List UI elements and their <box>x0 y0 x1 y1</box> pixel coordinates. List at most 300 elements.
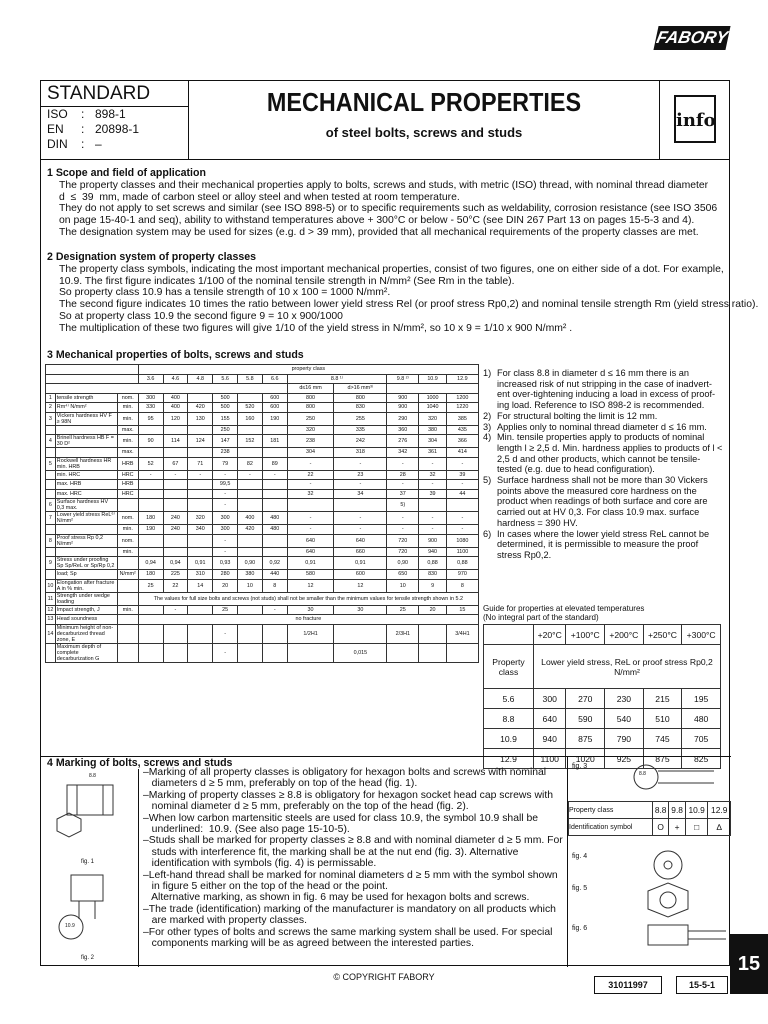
row-name: Proof stress Rp 0,2 N/mm² <box>55 534 117 547</box>
table-cell <box>188 547 213 557</box>
table-cell: - <box>334 512 387 525</box>
elevated-temperature-table <box>483 624 721 769</box>
table-cell: 650 <box>387 570 419 580</box>
table-cell: 414 <box>446 448 478 458</box>
fig-3-label: fig. 3 <box>572 763 588 770</box>
table-cell <box>188 480 213 490</box>
guide-cell: 925 <box>605 749 644 769</box>
guide-title: Guide for properties at elevated temperatures (No integral part of the standard) <box>483 604 645 622</box>
table-cell: 400 <box>163 393 188 403</box>
table-cell: 1200 <box>446 393 478 403</box>
footnote <box>483 411 723 422</box>
table-cell: - <box>213 643 238 662</box>
table-cell: 114 <box>163 435 188 448</box>
standard-box <box>41 81 189 159</box>
table-cell: - <box>163 470 188 480</box>
table-cell: - <box>287 512 334 525</box>
text-line: components marking will be as agreed between the interested parties. <box>143 938 474 950</box>
page-number: 15-5-1 <box>676 976 728 994</box>
table-cell <box>238 605 263 615</box>
table-cell: - <box>334 525 387 535</box>
row-number: 3 <box>46 412 56 425</box>
table-cell: 500 <box>213 403 238 413</box>
table-cell: 0,94 <box>163 557 188 570</box>
guide-temp: +300°C <box>682 625 721 645</box>
footnote-number: 3) <box>483 421 492 432</box>
row-number: 9 <box>46 557 56 570</box>
table-cell: 25 <box>213 605 238 615</box>
table-cell: 320 <box>419 412 447 425</box>
table-cell: 400 <box>163 403 188 413</box>
class-header: 9.8 ²⁾ <box>387 374 419 384</box>
table-cell: - <box>387 480 419 490</box>
table-row <box>46 605 479 615</box>
table-cell: 520 <box>238 403 263 413</box>
ident-cell: □ <box>685 819 708 836</box>
guide-row <box>484 729 721 749</box>
section-4-heading: 4 Marking of bolts, screws and studs <box>47 757 233 769</box>
table-cell: 900 <box>387 403 419 413</box>
guide-head: Lower yield stress, ReL or proof stress Rp0,2 N/mm² <box>533 645 720 689</box>
table-cell <box>163 480 188 490</box>
table-cell: - <box>419 525 447 535</box>
table-cell: 0,90 <box>238 557 263 570</box>
guide-cell: 875 <box>566 729 605 749</box>
table-cell: 20 <box>213 579 238 592</box>
table-cell: 250 <box>287 412 334 425</box>
table-cell: 181 <box>262 435 287 448</box>
table-cell: - <box>419 480 447 490</box>
copyright: © COPYRIGHT FABORY <box>333 972 435 982</box>
table-cell: 330 <box>138 403 163 413</box>
guide-cell: 1100 <box>533 749 565 769</box>
table-cell: 900 <box>387 393 419 403</box>
row-number <box>46 643 56 662</box>
table-cell: 335 <box>334 425 387 435</box>
table-cell: 280 <box>213 570 238 580</box>
standard-ref-key: ISO <box>47 107 68 121</box>
fig-1-label: fig. 1 <box>81 859 95 865</box>
row-name: Impact strength, J <box>55 605 117 615</box>
table-cell <box>163 499 188 512</box>
guide-cell: 8.8 <box>484 709 534 729</box>
table-cell: 22 <box>287 470 334 480</box>
footnotes <box>483 368 723 561</box>
guide-cell: 195 <box>682 689 721 709</box>
table-cell: 435 <box>446 425 478 435</box>
table-cell <box>138 425 163 435</box>
section-4-text <box>143 767 563 950</box>
table-cell: 276 <box>387 435 419 448</box>
table-cell <box>238 480 263 490</box>
table-cell: - <box>446 512 478 525</box>
row-name: Maximum depth of complete decarburization G <box>55 643 117 662</box>
table-cell: 99,5 <box>213 480 238 490</box>
table-cell: - <box>213 499 238 512</box>
row-number: 2 <box>46 403 56 413</box>
table-cell <box>188 425 213 435</box>
class-header: 5.6 <box>213 374 238 384</box>
row-unit <box>117 579 138 592</box>
table-cell <box>238 393 263 403</box>
table-cell: 318 <box>334 448 387 458</box>
row-number <box>46 547 56 557</box>
text-line: 10.9. The first figure indicates 1/100 of the nominal tensile strength in N/mm² (See Rm in the table). <box>59 275 515 287</box>
table-cell: - <box>419 512 447 525</box>
table-cell: 310 <box>188 570 213 580</box>
guide-cell: 270 <box>566 689 605 709</box>
table-cell: 3/4H1 <box>446 624 478 643</box>
table-cell: 15 <box>446 605 478 615</box>
info-icon: info <box>674 95 716 143</box>
table-row <box>46 448 479 458</box>
standard-ref-value: – <box>95 137 102 151</box>
row-span-value: no fracture <box>138 615 478 625</box>
row-unit: nom. <box>117 512 138 525</box>
text-line: The second figure indicates 10 times the ratio between lower yield stress Rel (or proof stress Rp0,2) and nominal tensile strength Rm (yield stress ratio). <box>59 299 759 311</box>
table-cell <box>138 547 163 557</box>
standard-ref-colon: : <box>81 137 85 151</box>
table-cell: 89 <box>262 457 287 470</box>
table-cell <box>188 499 213 512</box>
class-header: 4.6 <box>163 374 188 384</box>
ident-cell: + <box>669 819 685 836</box>
standard-ref <box>41 107 188 122</box>
table-cell: 0,94 <box>138 557 163 570</box>
table-cell <box>188 534 213 547</box>
text-line: The designation system may be used for sizes (e.g. d > 39 mm), provided that all mechanical requirements of the property classes are met. <box>59 226 699 238</box>
table-cell: 420 <box>238 525 263 535</box>
table-row <box>46 570 479 580</box>
fig-2-label: fig. 2 <box>81 955 95 961</box>
table-cell: 22 <box>163 579 188 592</box>
table-cell: 147 <box>213 435 238 448</box>
row-number: 13 <box>47 616 54 623</box>
footnote <box>483 432 723 475</box>
standard-ref-value: 898-1 <box>95 107 126 121</box>
table-cell: 5) <box>387 499 419 512</box>
guide-temp: +250°C <box>643 625 682 645</box>
class-header: 6.6 <box>262 374 287 384</box>
table-cell <box>262 547 287 557</box>
table-cell <box>334 624 387 643</box>
identification-table <box>568 801 731 836</box>
row-unit: HRB <box>117 480 138 490</box>
table-cell: 82 <box>238 457 263 470</box>
standard-title: STANDARD <box>41 81 188 107</box>
guide-cell: 640 <box>533 709 565 729</box>
table-row <box>46 512 479 525</box>
table-cell <box>138 499 163 512</box>
guide-cell: 875 <box>643 749 682 769</box>
table-header-row <box>46 384 479 394</box>
table-cell: - <box>334 457 387 470</box>
row-unit: min. <box>117 547 138 557</box>
guide-header-row <box>484 645 721 689</box>
table-cell: - <box>138 470 163 480</box>
table-cell: 8 <box>446 579 478 592</box>
table-cell <box>238 489 263 499</box>
table-cell: - <box>213 470 238 480</box>
guide-cell: 825 <box>682 749 721 769</box>
text-line: in figure 5 either on the top of the head or the point. <box>143 881 388 893</box>
row-number <box>46 448 56 458</box>
sub-header: d>16 mm³⁾ <box>334 384 387 394</box>
row-name: Surface hardness HV 0,3 max. <box>55 499 117 512</box>
table-cell: 940 <box>419 547 447 557</box>
header-blank <box>46 365 139 375</box>
table-cell: 0,015 <box>334 643 387 662</box>
text-line: –For other types of bolts and screws the same marking system shall be used. For special <box>143 926 553 938</box>
table-cell <box>334 499 387 512</box>
table-cell <box>163 448 188 458</box>
header-blank <box>387 384 479 394</box>
table-cell <box>419 624 447 643</box>
class-header: 12.9 <box>446 374 478 384</box>
section-1-heading: 1 Scope and field of application <box>47 167 206 179</box>
table-cell <box>419 499 447 512</box>
row-unit <box>117 624 138 643</box>
row-unit: min. <box>117 525 138 535</box>
table-cell: - <box>213 534 238 547</box>
table-cell: 0,93 <box>213 557 238 570</box>
table-cell: 970 <box>446 570 478 580</box>
guide-temp: +200°C <box>605 625 644 645</box>
table-cell <box>163 489 188 499</box>
header-property-class: property class <box>138 365 478 375</box>
class-header: 4.8 <box>188 374 213 384</box>
row-name: Rockwell hardness HR min. HRB <box>55 457 117 470</box>
row-span-value: The values for full size bolts and screws (not studs) shall not be smaller than the minimum values for tensile strength shown in 5.2 <box>138 592 478 605</box>
table-cell: 0,92 <box>262 557 287 570</box>
table-cell <box>446 499 478 512</box>
standard-ref-key: EN <box>47 122 64 136</box>
table-cell: 0,88 <box>446 557 478 570</box>
footnote-number: 5) <box>483 475 492 486</box>
table-cell: 1040 <box>419 403 447 413</box>
row-unit <box>117 592 138 605</box>
table-cell: 385 <box>446 412 478 425</box>
table-cell: 0,91 <box>287 557 334 570</box>
table-cell: 304 <box>419 435 447 448</box>
guide-cell: 5.6 <box>484 689 534 709</box>
footnote <box>483 368 723 411</box>
table-cell <box>188 393 213 403</box>
row-number: 5 <box>46 457 56 470</box>
table-cell <box>238 624 263 643</box>
guide-row <box>484 709 721 729</box>
row-name: load; Sp <box>55 570 117 580</box>
row-number: 4 <box>46 435 56 448</box>
row-unit: HRC <box>117 489 138 499</box>
row-number: 10 <box>46 579 56 592</box>
table-cell: 240 <box>163 512 188 525</box>
table-cell: 800 <box>287 393 334 403</box>
standard-ref-value: 20898-1 <box>95 122 140 136</box>
table-row <box>46 489 479 499</box>
guide-cell: 12.9 <box>484 749 534 769</box>
table-cell <box>262 425 287 435</box>
row-unit <box>117 615 138 625</box>
table-cell: 34 <box>334 489 387 499</box>
row-name: Stress under proofing Sp Sp/ReL or Sp/Rp 0,2 <box>55 557 117 570</box>
section-4 <box>41 756 731 966</box>
guide-cell: 300 <box>533 689 565 709</box>
table-cell: 420 <box>188 403 213 413</box>
table-cell: - <box>419 457 447 470</box>
table-cell: 380 <box>238 570 263 580</box>
table-cell: 14 <box>188 579 213 592</box>
table-cell: 71 <box>188 457 213 470</box>
table-cell: - <box>446 480 478 490</box>
table-cell: 20 <box>419 605 447 615</box>
table-cell <box>138 489 163 499</box>
guide-cell: 540 <box>605 709 644 729</box>
header-blank <box>46 374 139 384</box>
table-cell: 800 <box>334 393 387 403</box>
guide-cell: 590 <box>566 709 605 729</box>
table-cell <box>163 643 188 662</box>
table-cell: 52 <box>138 457 163 470</box>
table-cell: 10 <box>238 579 263 592</box>
fig-6-label: fig. 6 <box>572 925 588 932</box>
ident-cell: 9.8 <box>669 802 685 819</box>
footnote-text: Min. tensile properties apply to products of nominal length l ≥ 2,5 d. Min. hardness applies to products of l < 2,5 d and other products, which cannot be tensile-tested (e.g. due to head configuration). <box>497 432 723 475</box>
guide-cell: 940 <box>533 729 565 749</box>
guide-cell: 230 <box>605 689 644 709</box>
class-header: 5.8 <box>238 374 263 384</box>
guide-col-label: Property class <box>484 645 534 689</box>
table-cell: 660 <box>334 547 387 557</box>
table-cell: 0,91 <box>188 557 213 570</box>
row-unit <box>117 499 138 512</box>
table-cell: 1100 <box>446 547 478 557</box>
table-cell: 25 <box>387 605 419 615</box>
table-row <box>46 557 479 570</box>
table-cell: 160 <box>238 412 263 425</box>
section-3 <box>47 350 477 362</box>
guide-cell: 1020 <box>566 749 605 769</box>
table-row <box>46 393 479 403</box>
row-unit: min. <box>117 403 138 413</box>
table-cell: - <box>213 489 238 499</box>
table-cell <box>419 643 447 662</box>
table-row <box>46 534 479 547</box>
table-cell: 800 <box>287 403 334 413</box>
table-row <box>46 435 479 448</box>
table-cell: - <box>188 470 213 480</box>
row-unit: N/mm² <box>117 570 138 580</box>
text-line: –Marking of all property classes is obligatory for hexagon bolts and screws with nominal <box>143 767 547 778</box>
table-row <box>46 592 479 605</box>
table-cell: 640 <box>287 547 334 557</box>
table-row <box>46 403 479 413</box>
table-row <box>46 615 479 625</box>
table-row <box>46 643 479 662</box>
row-name: Vickers hardness HV F ≥ 98N <box>55 412 117 425</box>
table-cell: 600 <box>262 403 287 413</box>
row-unit: min. <box>117 412 138 425</box>
table-cell: 44 <box>446 489 478 499</box>
section-2-heading: 2 Designation system of property classes <box>47 251 257 263</box>
table-cell <box>262 480 287 490</box>
table-cell: 67 <box>163 457 188 470</box>
guide-cell: 790 <box>605 729 644 749</box>
header <box>40 80 730 160</box>
text-line: diameters d ≥ 5 mm, preferably on top of the head (fig. 1). <box>143 778 418 790</box>
table-cell: 300 <box>138 393 163 403</box>
table-cell: 1220 <box>446 403 478 413</box>
standard-ref-colon: : <box>81 122 85 136</box>
table-cell: 320 <box>287 425 334 435</box>
text-line: The property class symbols, indicating the most important mechanical properties, consist of two figures, one on either side of a dot. For example, <box>59 263 724 275</box>
figures-left: 8.8 10.9 fig. 1 fig. 2 <box>41 769 139 967</box>
table-cell: 830 <box>334 403 387 413</box>
table-cell <box>138 643 163 662</box>
table-cell <box>262 489 287 499</box>
guide-cell: 745 <box>643 729 682 749</box>
fig-4-6-drawing <box>608 843 728 963</box>
table-cell <box>287 643 334 662</box>
info-box <box>659 81 729 159</box>
ident-cell: 12.9 <box>708 802 731 819</box>
footnote <box>483 422 723 433</box>
table-cell: 32 <box>287 489 334 499</box>
row-name <box>55 448 117 458</box>
table-row <box>46 425 479 435</box>
sub-header: d≤16 mm <box>287 384 334 394</box>
text-line: The multiplication of these two figures will give 1/10 of the yield stress in N/mm², so 10 x 9 = 1/10 x 900 N/mm² . <box>59 322 573 334</box>
header-blank <box>46 384 288 394</box>
table-cell: 95 <box>138 412 163 425</box>
row-unit: max. <box>117 448 138 458</box>
table-cell <box>138 534 163 547</box>
text-line: nominal diameter d ≥ 5 mm, preferably on the top of the head (fig. 2). <box>143 801 469 813</box>
table-cell: - <box>262 470 287 480</box>
row-unit: HRB <box>117 457 138 470</box>
standard-ref-key: DIN <box>47 137 68 151</box>
table-cell: 1/2H1 <box>287 624 334 643</box>
table-cell: 366 <box>446 435 478 448</box>
ident-cell: 10.9 <box>685 802 708 819</box>
table-cell: 342 <box>387 448 419 458</box>
table-cell <box>188 605 213 615</box>
table-cell: - <box>446 457 478 470</box>
table-cell <box>138 480 163 490</box>
standard-ref-colon: : <box>81 107 85 121</box>
guide-cell: 480 <box>682 709 721 729</box>
standard-ref <box>41 122 188 137</box>
table-cell: 300 <box>213 512 238 525</box>
table-cell: 640 <box>287 534 334 547</box>
table-cell: 480 <box>262 525 287 535</box>
footnote <box>483 475 723 529</box>
row-name: Strength under wedge loading <box>55 592 117 605</box>
row-name <box>55 547 117 557</box>
guide-cell: 705 <box>682 729 721 749</box>
table-cell: 238 <box>287 435 334 448</box>
row-name: Elongation after fracture A in % min. <box>55 579 117 592</box>
ident-cell: Identification symbol <box>569 819 653 836</box>
ident-cell: Property class <box>569 802 653 819</box>
table-cell: - <box>446 525 478 535</box>
guide-blank <box>484 625 534 645</box>
table-cell <box>387 643 419 662</box>
table-cell <box>138 605 163 615</box>
table-row <box>46 480 479 490</box>
table-cell <box>188 624 213 643</box>
table-cell: 340 <box>188 525 213 535</box>
